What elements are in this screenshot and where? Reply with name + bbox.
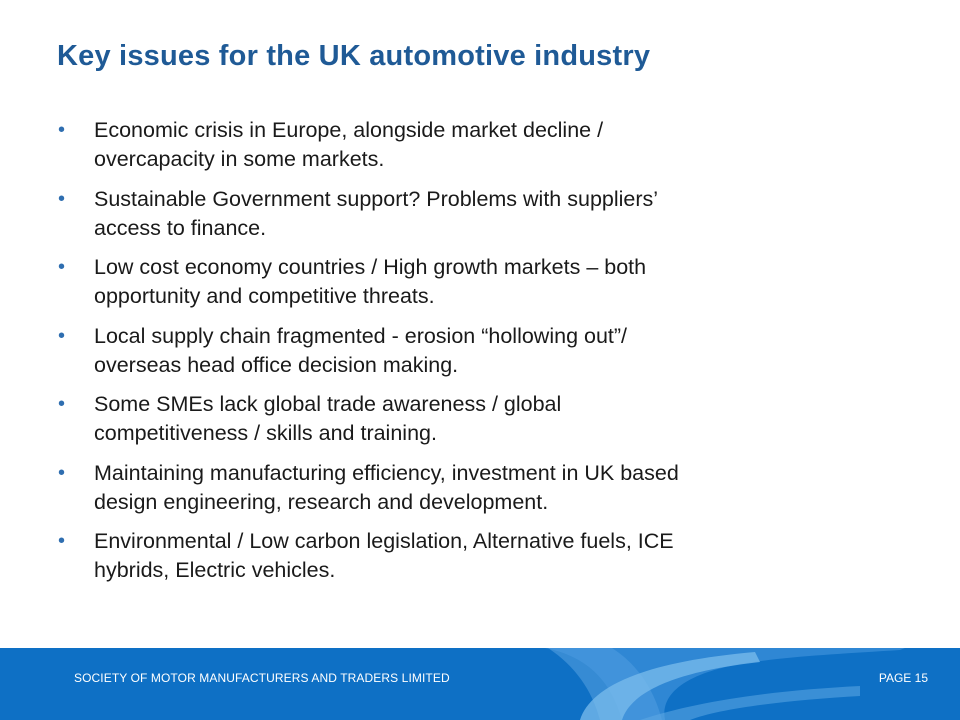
bullet-text-line: Maintaining manufacturing efficiency, investment in UK based (94, 460, 679, 485)
slide-title: Key issues for the UK automotive industry (57, 40, 651, 72)
bullet-text-line: competitiveness / skills and training. (94, 421, 437, 445)
bullet-text-line: Some SMEs lack global trade awareness / global (94, 392, 562, 416)
bullet-text-line: hybrids, Electric vehicles. (94, 558, 336, 582)
footer-page-number: PAGE 15 (878, 671, 928, 685)
bullet-text-line: Economic crisis in Europe, alongside market decline / (94, 118, 604, 142)
bullet-dot: • (58, 324, 66, 347)
bullet-text-line: Sustainable Government support? Problems with suppliers’ (94, 186, 659, 211)
footer-company-name: SOCIETY OF MOTOR MANUFACTURERS AND TRADERS LIMITED (74, 671, 450, 685)
bullet-text-line: Low cost economy countries / High growth markets – both (94, 255, 647, 279)
bullet-text-line: design engineering, research and development. (94, 489, 549, 514)
bullet-dot: • (58, 461, 66, 484)
bullet-text-line: overcapacity in some markets. (94, 147, 385, 171)
bullet-item (57, 459, 877, 517)
bullet-list (57, 116, 877, 596)
bullet-item (57, 527, 877, 585)
bullet-item (57, 253, 877, 311)
bullet-dot: • (58, 530, 66, 552)
bullet-text-line: Environmental / Low carbon legislation, Alternative fuels, ICE (94, 529, 674, 553)
bullet-dot: • (58, 256, 66, 278)
bullet-item (57, 116, 877, 174)
bullet-text-line: Local supply chain fragmented - erosion “hollowing out”/ (94, 323, 628, 348)
bullet-dot: • (58, 119, 66, 141)
bullet-text-line: access to finance. (94, 215, 267, 240)
bullet-text-line: opportunity and competitive threats. (94, 284, 435, 308)
bullet-item (57, 390, 877, 448)
footer-bar (0, 648, 960, 720)
bullet-item (57, 185, 877, 243)
bullet-dot: • (58, 187, 66, 210)
bullet-dot: • (58, 393, 66, 415)
bullet-item (57, 322, 877, 380)
bullet-text-line: overseas head office decision making. (94, 352, 459, 377)
